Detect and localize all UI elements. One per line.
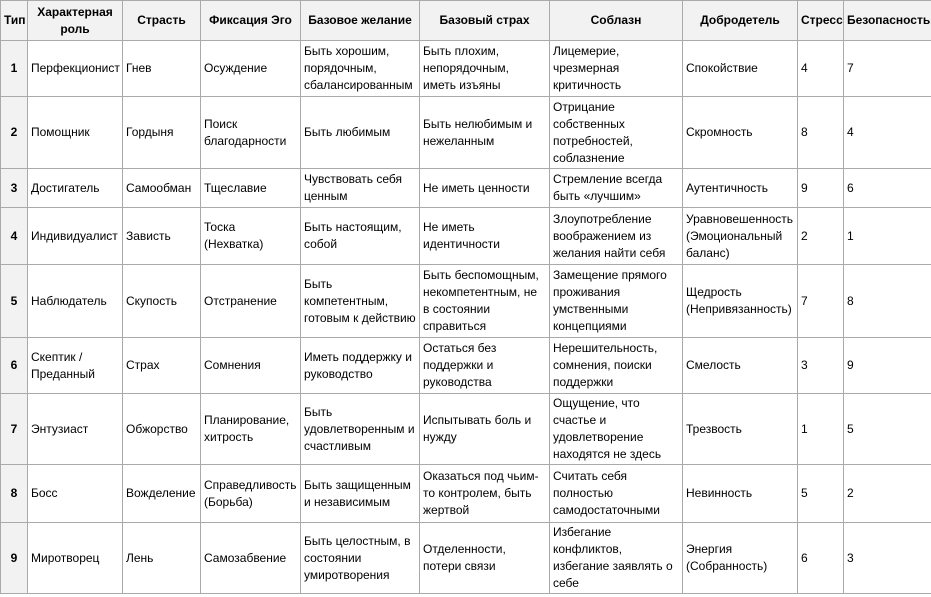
cell-stress: 9 <box>798 169 844 208</box>
cell-type: 2 <box>1 97 28 169</box>
header-virtue: Добродетель <box>683 1 798 41</box>
cell-virtue: Смелость <box>683 338 798 394</box>
cell-security: 9 <box>844 338 931 394</box>
cell-role: Скептик / Преданный <box>28 338 123 394</box>
cell-stress: 2 <box>798 208 844 265</box>
cell-virtue: Уравновешенность (Эмоциональный баланс) <box>683 208 798 265</box>
table-row <box>1 208 931 265</box>
header-stress: Стресс <box>798 1 844 41</box>
cell-ego-fixation: Справедливость (Борьба) <box>201 465 301 523</box>
cell-role: Наблюдатель <box>28 265 123 338</box>
cell-ego-fixation: Поиск благодарности <box>201 97 301 169</box>
cell-security: 2 <box>844 465 931 523</box>
header-role: Характерная роль <box>28 1 123 41</box>
cell-type: 9 <box>1 523 28 594</box>
cell-basic-desire: Быть настоящим, собой <box>301 208 420 265</box>
header-temptation: Соблазн <box>550 1 683 41</box>
cell-basic-fear: Отделенности, потери связи <box>420 523 550 594</box>
cell-basic-fear: Оказаться под чьим- то контролем, быть жертвой <box>420 465 550 523</box>
cell-role: Помощник <box>28 97 123 169</box>
cell-security: 5 <box>844 394 931 465</box>
cell-role: Босс <box>28 465 123 523</box>
cell-passion: Зависть <box>123 208 201 265</box>
cell-passion: Лень <box>123 523 201 594</box>
cell-passion: Обжорство <box>123 394 201 465</box>
cell-passion: Гнев <box>123 41 201 97</box>
cell-role: Перфекционист <box>28 41 123 97</box>
cell-basic-fear: Быть беспомощным, некомпетентным, не в состоянии справиться <box>420 265 550 338</box>
cell-basic-fear: Быть нелюбимым и нежеланным <box>420 97 550 169</box>
cell-type: 7 <box>1 394 28 465</box>
cell-passion: Самообман <box>123 169 201 208</box>
cell-type: 5 <box>1 265 28 338</box>
cell-type: 1 <box>1 41 28 97</box>
cell-temptation: Отрицание собственных потребностей, соблазнение <box>550 97 683 169</box>
cell-basic-fear: Не иметь ценности <box>420 169 550 208</box>
table-row <box>1 338 931 394</box>
cell-stress: 4 <box>798 41 844 97</box>
cell-ego-fixation: Сомнения <box>201 338 301 394</box>
cell-ego-fixation: Отстранение <box>201 265 301 338</box>
cell-basic-desire: Быть компетентным, готовым к действию <box>301 265 420 338</box>
cell-virtue: Энергия (Собранность) <box>683 523 798 594</box>
cell-basic-desire: Иметь поддержку и руководство <box>301 338 420 394</box>
cell-virtue: Щедрость (Непривязанность) <box>683 265 798 338</box>
cell-stress: 8 <box>798 97 844 169</box>
cell-role: Энтузиаст <box>28 394 123 465</box>
cell-type: 8 <box>1 465 28 523</box>
table-row <box>1 97 931 169</box>
cell-passion: Страх <box>123 338 201 394</box>
cell-temptation: Считать себя полностью самодостаточными <box>550 465 683 523</box>
cell-basic-desire: Быть любимым <box>301 97 420 169</box>
cell-virtue: Трезвость <box>683 394 798 465</box>
cell-virtue: Невинность <box>683 465 798 523</box>
cell-virtue: Спокойствие <box>683 41 798 97</box>
header-ego-fixation: Фиксация Эго <box>201 1 301 41</box>
cell-temptation: Избегание конфликтов, избегание заявлять о себе <box>550 523 683 594</box>
cell-stress: 3 <box>798 338 844 394</box>
cell-stress: 1 <box>798 394 844 465</box>
cell-security: 4 <box>844 97 931 169</box>
cell-stress: 7 <box>798 265 844 338</box>
cell-ego-fixation: Осуждение <box>201 41 301 97</box>
cell-basic-desire: Быть удовлетворенным и счастливым <box>301 394 420 465</box>
cell-temptation: Стремление всегда быть «лучшим» <box>550 169 683 208</box>
cell-basic-desire: Быть защищенным и независимым <box>301 465 420 523</box>
cell-passion: Вожделение <box>123 465 201 523</box>
cell-basic-desire: Быть целостным, в состоянии умиротворения <box>301 523 420 594</box>
table-row <box>1 523 931 594</box>
cell-ego-fixation: Планирование, хитрость <box>201 394 301 465</box>
cell-role: Индивидуалист <box>28 208 123 265</box>
cell-type: 3 <box>1 169 28 208</box>
cell-security: 8 <box>844 265 931 338</box>
cell-basic-fear: Быть плохим, непорядочным, иметь изъяны <box>420 41 550 97</box>
cell-temptation: Лицемерие, чрезмерная критичность <box>550 41 683 97</box>
cell-role: Достигатель <box>28 169 123 208</box>
cell-temptation: Злоупотребление воображением из желания найти себя <box>550 208 683 265</box>
cell-security: 7 <box>844 41 931 97</box>
cell-temptation: Нерешительность, сомнения, поиски поддержки <box>550 338 683 394</box>
cell-ego-fixation: Тоска (Нехватка) <box>201 208 301 265</box>
header-security: Безопасность <box>844 1 931 41</box>
cell-type: 6 <box>1 338 28 394</box>
table-row <box>1 169 931 208</box>
table-row <box>1 465 931 523</box>
cell-basic-desire: Быть хорошим, порядочным, сбалансированным <box>301 41 420 97</box>
cell-temptation: Замещение прямого проживания умственными концепциями <box>550 265 683 338</box>
cell-type: 4 <box>1 208 28 265</box>
cell-stress: 5 <box>798 465 844 523</box>
table-row <box>1 265 931 338</box>
cell-basic-fear: Не иметь идентичности <box>420 208 550 265</box>
cell-temptation: Ощущение, что счастье и удовлетворение находятся не здесь <box>550 394 683 465</box>
cell-basic-fear: Испытывать боль и нужду <box>420 394 550 465</box>
header-basic-fear: Базовый страх <box>420 1 550 41</box>
header-basic-desire: Базовое желание <box>301 1 420 41</box>
cell-stress: 6 <box>798 523 844 594</box>
header-passion: Страсть <box>123 1 201 41</box>
header-type: Тип <box>1 1 28 41</box>
cell-role: Миротворец <box>28 523 123 594</box>
cell-basic-desire: Чувствовать себя ценным <box>301 169 420 208</box>
cell-security: 6 <box>844 169 931 208</box>
cell-ego-fixation: Тщеславие <box>201 169 301 208</box>
table-row <box>1 41 931 97</box>
cell-basic-fear: Остаться без поддержки и руководства <box>420 338 550 394</box>
cell-security: 3 <box>844 523 931 594</box>
cell-passion: Гордыня <box>123 97 201 169</box>
cell-virtue: Аутентичность <box>683 169 798 208</box>
table-row <box>1 394 931 465</box>
cell-passion: Скупость <box>123 265 201 338</box>
cell-ego-fixation: Самозабвение <box>201 523 301 594</box>
header-row <box>1 1 931 41</box>
cell-virtue: Скромность <box>683 97 798 169</box>
cell-security: 1 <box>844 208 931 265</box>
